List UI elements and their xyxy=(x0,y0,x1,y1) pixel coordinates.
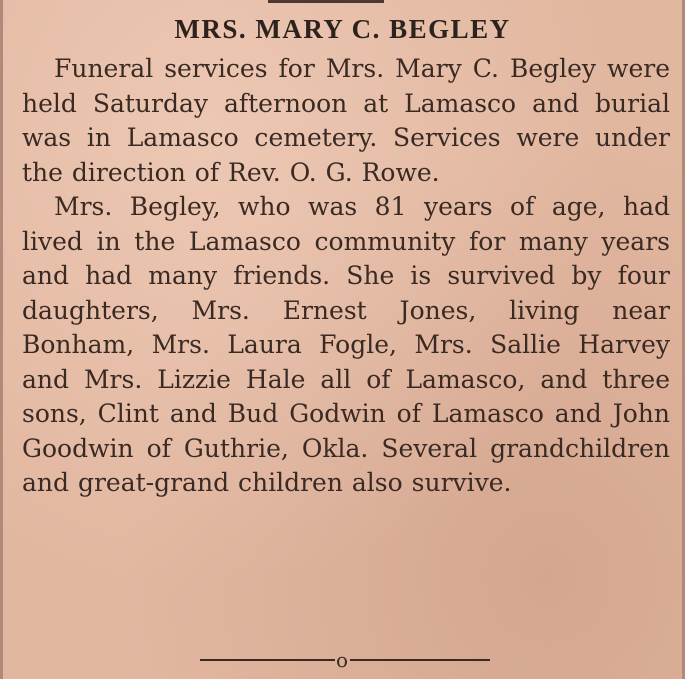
obituary-headline: MRS. MARY C. BEGLEY xyxy=(174,14,511,44)
top-rule xyxy=(268,0,384,3)
clipping-left-edge xyxy=(0,0,3,679)
end-divider xyxy=(0,648,685,672)
obituary-body xyxy=(22,52,670,501)
paragraph-funeral-services: Funeral services for Mrs. Mary C. Begley were held Saturday afternoon at Lamasco and burial was in Lamasco cemetery. Services were under the direction of Rev. O. G. Rowe. xyxy=(22,54,670,187)
divider-ornament: o xyxy=(335,648,349,672)
paragraph-survivors: Mrs. Begley, who was 81 years of age, had lived in the Lamasco community for many years and had many friends. She is survived by four daughters, Mrs. Ernest Jones, living near Bonham, Mrs. Laura Fogle, Mrs. Sallie Harvey and Mrs. Lizzie Hale all of Lamasco, and three sons, Clint and Bud Godwin of Lamasco and John Goodwin of Guthrie, Okla. Several grandchildren and great-grand children also survive. xyxy=(22,192,670,497)
